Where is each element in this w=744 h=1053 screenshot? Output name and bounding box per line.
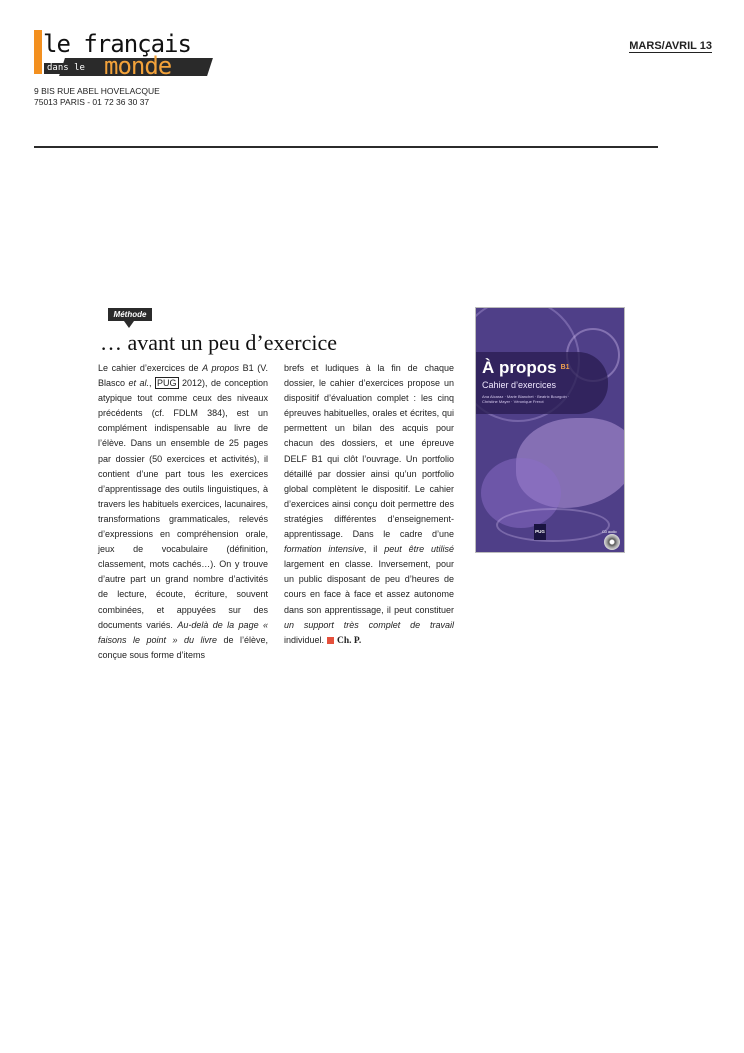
cover-level: B1 xyxy=(560,364,570,371)
cover-subtitle: Cahier d’exercices xyxy=(482,380,557,390)
column-1-text xyxy=(98,361,268,663)
italic-run: formation intensive xyxy=(284,544,364,555)
end-square-icon xyxy=(327,637,334,644)
text-run: B1 (V. Blasco xyxy=(98,363,268,389)
text-run: largement en classe. Inversement, pour un public disposant de peu d’heures de cours en face à face et assez autonome dans son apprentissage, il peut constituer xyxy=(284,559,454,615)
italic-run: un support très complet de travail xyxy=(284,619,454,630)
cover-authors: Ana Alcaraz · Marie Blanchet · Beatrix Bourgoin · Christine Mayer · Véronique Frerot xyxy=(482,394,570,404)
et-al-italic: et al. xyxy=(128,378,149,389)
text-run: , il xyxy=(363,544,385,555)
logo-orange-bar xyxy=(34,30,42,74)
text-run: individuel. xyxy=(284,634,325,645)
text-run: de l’élève, conçue sous forme d’items xyxy=(98,634,269,660)
book-title-italic: A propos xyxy=(202,363,239,373)
cover-title-text: À propos xyxy=(482,358,557,377)
logo-line-2a: dans le xyxy=(44,63,88,74)
italic-run: peut être utilisé xyxy=(384,544,454,555)
text-run: , xyxy=(149,378,155,389)
header-divider xyxy=(34,146,658,148)
section-badge: Méthode xyxy=(108,308,152,321)
cd-label: CD audio xyxy=(602,530,617,534)
article-column-1 xyxy=(98,361,268,663)
address-line-1: 9 BIS RUE ABEL HOVELACQUE xyxy=(34,86,160,96)
publisher-boxed: PUG xyxy=(156,378,177,389)
issue-date: MARS/AVRIL 13 xyxy=(629,40,712,52)
cover-title xyxy=(482,358,570,378)
publisher-logo: PUG xyxy=(534,524,546,540)
article-author: Ch. P. xyxy=(337,635,362,646)
text-run: 2012), de conception atypique tout comme ceux des niveaux précédents (cf. FDLM 384), est un complément indispensable au livre de l’élève. Dans un ensemble de 25 pages par dossier (50 exercices et activités), il contient d’une part tous les exercices d’apprentissage des outils linguistiques, à travers les habituels exercices, lacunaires, transformations grammaticales, relevés d’expressions en compréhension orale, jeux de vocabulaire (définition, classement, mots cachés…). On y trouve d’autre part un grand nombre d’activités de lecture, écoute, écriture, souvent combinées, et appuyées sur des documents variés. xyxy=(98,378,268,630)
publication-logo xyxy=(34,30,210,80)
cd-icon xyxy=(604,534,620,550)
article-title: … avant un peu d’exercice xyxy=(100,330,337,355)
address-line-2: 75013 PARIS - 01 72 36 30 37 xyxy=(34,97,150,107)
column-2-text xyxy=(284,361,454,649)
book-cover-image xyxy=(476,308,624,552)
logo-line-1: le français xyxy=(43,30,191,58)
text-run: brefs et ludiques à la fin de chaque dossier, le cahier d’exercices propose un dispositif d’évaluation complet : les cinq épreuves habituelles, orales et écrites, qui permettent un bilan des acquis pour chacun des dossiers, et une épreuve DELF B1 qui clôt l’ouvrage. Un portfolio détaillé par dossier ainsi qu’un portfolio global complètent le dispositif. Le cahier d’exercices ainsi conçu doit permettre des stratégies différentes d’enseignement-apprentissage. Dans le cadre d’une xyxy=(284,363,454,540)
article-column-2 xyxy=(284,361,454,649)
logo-line-2b: monde xyxy=(104,52,172,80)
cover-decoration xyxy=(496,508,610,542)
text-run: Le cahier d’exercices de xyxy=(98,363,203,373)
italic-run: Au-delà de la page « faisons le point » du livre xyxy=(98,619,268,645)
publisher-address xyxy=(34,86,160,108)
